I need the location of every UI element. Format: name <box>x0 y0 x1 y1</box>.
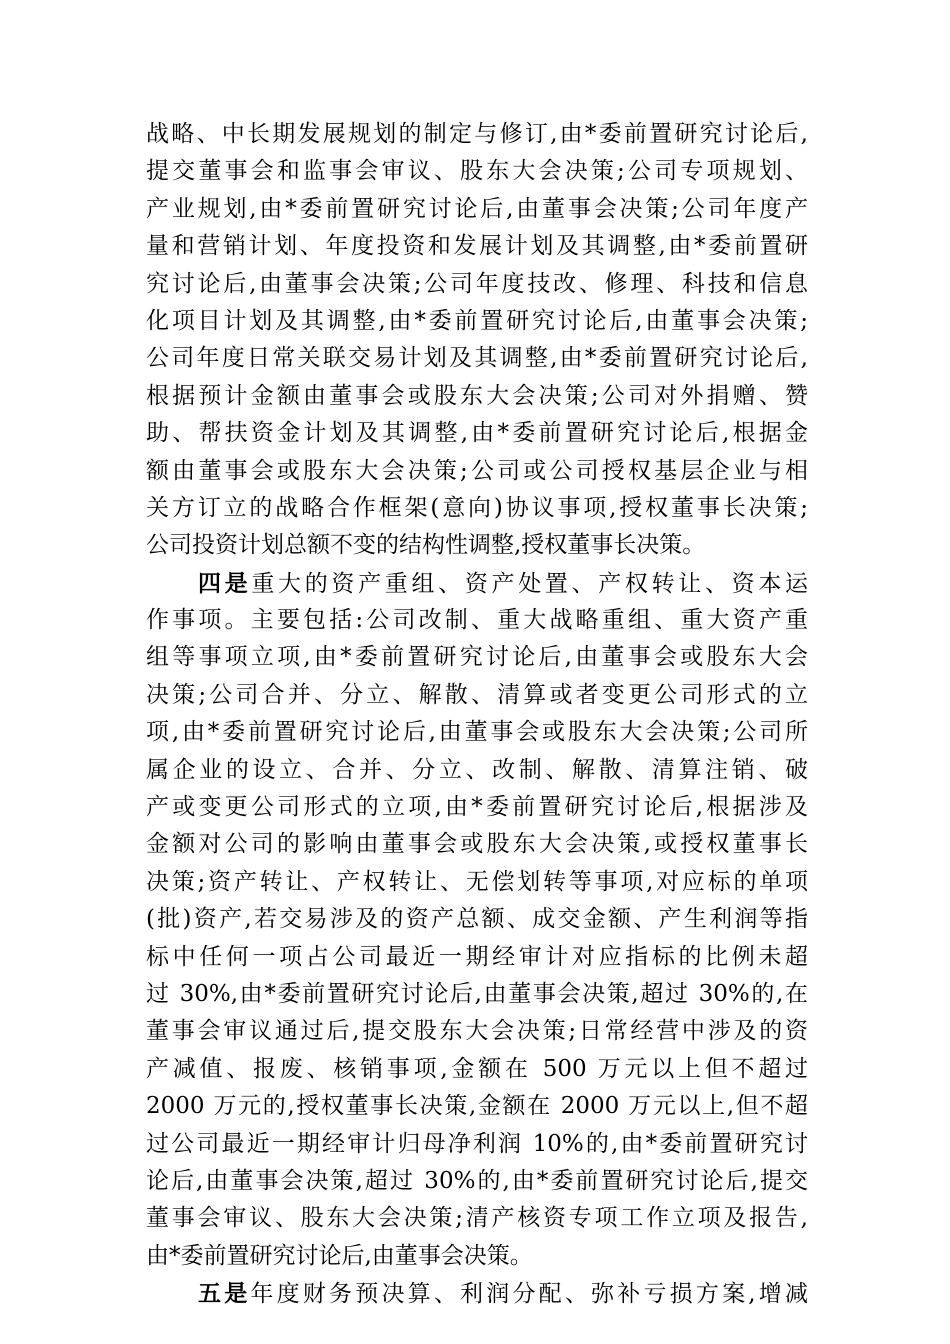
text-line: 项,由*委前置研究讨论后,由董事会或股东大会决策;公司所 <box>146 719 808 746</box>
text-line: 属企业的设立、合并、分立、改制、解散、清算注销、破 <box>146 756 808 783</box>
paragraph-lead-label: 四是 <box>198 569 252 597</box>
text-line: 化项目计划及其调整,由*委前置研究讨论后,由董事会决策; <box>146 307 808 334</box>
text-line: 决策;公司合并、分立、解散、清算或者变更公司形式的立 <box>146 681 808 708</box>
text-line: 根据预计金额由董事会或股东大会决策;公司对外捐赠、赞 <box>146 382 808 409</box>
paragraph-lead-label: 五是 <box>198 1280 251 1308</box>
paragraph-asset-restructuring <box>146 565 808 1275</box>
text-line: 助、帮扶资金计划及其调整,由*委前置研究讨论后,根据金 <box>146 420 808 447</box>
text-line: 量和营销计划、年度投资和发展计划及其调整,由*委前置研 <box>146 233 808 260</box>
text-line: 额由董事会或股东大会决策;公司或公司授权基层企业与相 <box>146 457 808 484</box>
text-line: 关方订立的战略合作框架(意向)协议事项,授权董事长决策; <box>146 494 808 521</box>
text-line: 公司投资计划总额不变的结构性调整,授权董事长决策。 <box>146 532 706 559</box>
paragraph-financial-budget <box>146 1275 808 1312</box>
paragraph-strategy-planning <box>146 116 808 565</box>
text-line: 金额对公司的影响由董事会或股东大会决策,或授权董事长 <box>146 831 808 858</box>
text-line: 董事会审议、股东大会决策;清产核资专项工作立项及报告, <box>146 1205 808 1232</box>
paragraph-first-line-text: 重大的资产重组、资产处置、产权转让、资本运 <box>251 570 809 597</box>
paragraph-first-line-text: 年度财务预决算、利润分配、弥补亏损方案,增减 <box>250 1281 809 1308</box>
text-line: 提交董事会和监事会审议、股东大会决策;公司专项规划、 <box>146 158 808 185</box>
text-line: 由*委前置研究讨论后,由董事会决策。 <box>146 1242 533 1269</box>
text-line: 产业规划,由*委前置研究讨论后,由董事会决策;公司年度产 <box>146 195 808 222</box>
document-body <box>146 116 808 1313</box>
text-line: 董事会审议通过后,提交股东大会决策;日常经营中涉及的资 <box>146 1018 808 1045</box>
text-line: 产减值、报废、核销事项,金额在 500 万元以上但不超过 <box>146 1055 808 1082</box>
text-line: 作事项。主要包括:公司改制、重大战略重组、重大资产重 <box>146 607 808 634</box>
text-line: 2000 万元的,授权董事长决策,金额在 2000 万元以上,但不超 <box>146 1093 808 1120</box>
text-line: 公司年度日常关联交易计划及其调整,由*委前置研究讨论后, <box>146 345 808 372</box>
text-line: 组等事项立项,由*委前置研究讨论后,由董事会或股东大会 <box>146 644 808 671</box>
text-line: 产或变更公司形式的立项,由*委前置研究讨论后,根据涉及 <box>146 794 808 821</box>
text-line: 论后,由董事会决策,超过 30%的,由*委前置研究讨论后,提交 <box>146 1167 808 1194</box>
text-line: 过公司最近一期经审计归母净利润 10%的,由*委前置研究讨 <box>146 1130 808 1157</box>
text-line: (批)资产,若交易涉及的资产总额、成交金额、产生利润等指 <box>146 906 808 933</box>
text-line: 标中任何一项占公司最近一期经审计对应指标的比例未超 <box>146 943 808 970</box>
paragraph-first-line <box>146 565 808 602</box>
text-line: 究讨论后,由董事会决策;公司年度技改、修理、科技和信息 <box>146 270 808 297</box>
text-line: 过 30%,由*委前置研究讨论后,由董事会决策,超过 30%的,在 <box>146 980 808 1007</box>
text-line: 决策;资产转让、产权转让、无偿划转等事项,对应标的单项 <box>146 868 808 895</box>
paragraph-first-line <box>146 1275 808 1312</box>
text-line: 战略、中长期发展规划的制定与修订,由*委前置研究讨论后, <box>146 121 808 147</box>
